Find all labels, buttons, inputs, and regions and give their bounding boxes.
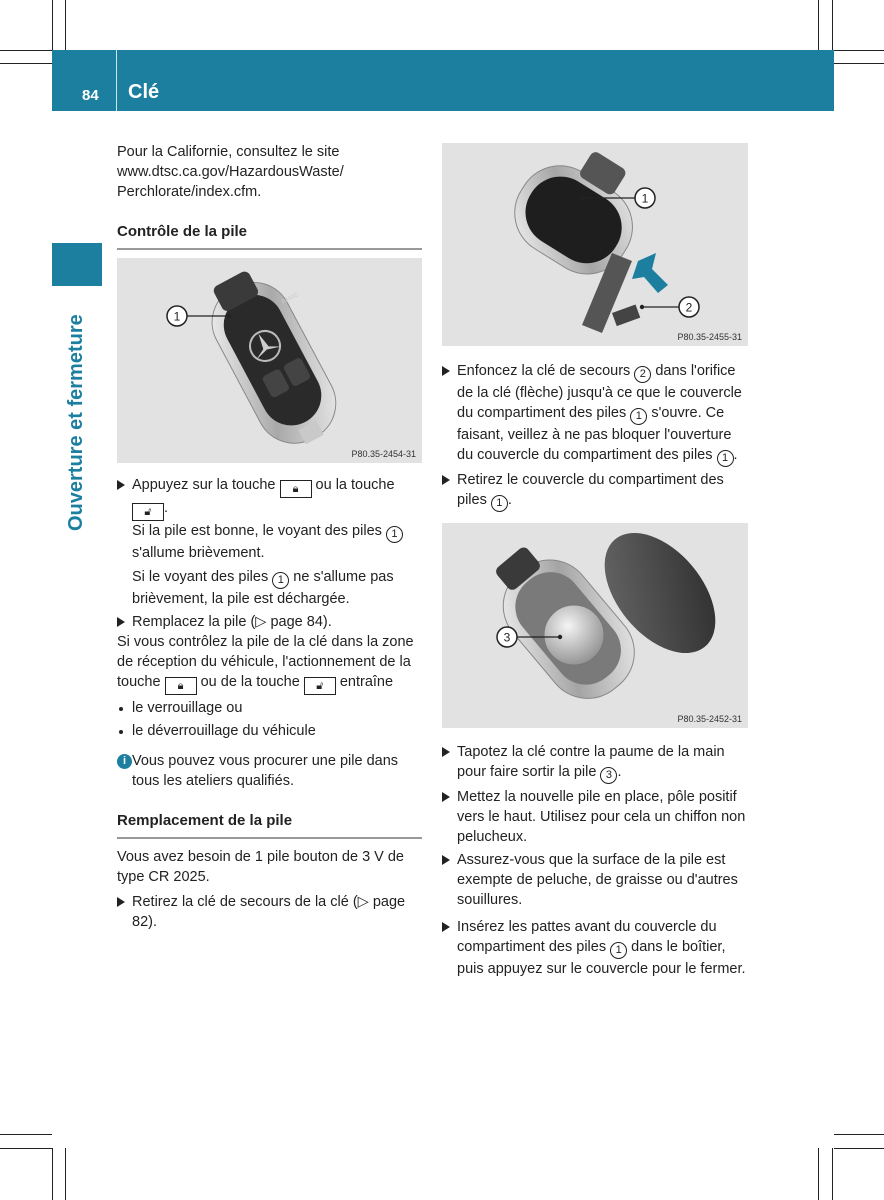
info-note: i Vous pouvez vous procurer une pile dans tous les ateliers qualifiés. (117, 751, 422, 791)
battery-paragraph: Vous avez besoin de 1 pile bouton de 3 V de type CR 2025. (117, 849, 404, 885)
crop-mark (0, 63, 52, 64)
callout-3-label: 3 (503, 630, 511, 645)
key-front-illustration (117, 258, 422, 463)
section-label: Ouverture et fermeture (65, 314, 87, 531)
callout-2-label: 2 (685, 300, 693, 315)
figure-code: P80.35-2455-31 (677, 332, 742, 342)
result-ok-text: Si la pile est bonne, le voyant des piles 1 s'allume brièvement. (132, 521, 422, 563)
figure-key-insert (442, 143, 748, 346)
crop-mark (832, 0, 833, 50)
step-insert-key: Enfoncez la clé de secours 2 dans l'orifice de la clé (flèche) jusqu'à ce que le couvercle du compartiment des piles 1 s'ouvre. Ce faisant, veillez à ne pas bloquer l'ouverture du couvercle du compartiment des piles 1 . (442, 361, 748, 467)
crop-mark (52, 1148, 53, 1200)
battery-cell (544, 605, 604, 665)
arrow-bullet-icon (117, 617, 125, 627)
crop-mark (0, 50, 52, 51)
arrow-bullet-icon (117, 480, 125, 490)
key-insert-illustration (442, 143, 748, 346)
unlock-icon: 🔓︎ (132, 503, 164, 521)
arrow-bullet-icon (442, 475, 450, 485)
page-header (52, 50, 834, 111)
lock-icon: 🔒︎ (165, 677, 197, 695)
list-item: le verrouillage ou (117, 698, 422, 718)
crop-mark (832, 1148, 833, 1200)
callout-1-inline: 1 (491, 495, 508, 512)
panic-label: PANIC (281, 292, 300, 306)
callout-1-inline: 1 (610, 942, 627, 959)
crop-mark (0, 1134, 52, 1135)
crop-mark (834, 1148, 884, 1149)
arrow-bullet-icon (442, 792, 450, 802)
step-refit-cover: Insérez les pattes avant du couvercle du compartiment des piles 1 dans le boîtier, puis appuyez sur le couvercle pour le fermer. (442, 917, 748, 979)
step-text: Remplacez la pile (▷ page 84). (132, 614, 332, 630)
info-icon: i (117, 754, 132, 769)
crop-mark (65, 1148, 66, 1200)
check-paragraph: Si vous contrôlez la pile de la clé dans la zone de réception du véhicule, l'actionnement de la touche 🔒︎ ou de la touche 🔓︎ entraîne (117, 632, 422, 695)
header-divider (116, 50, 117, 111)
arrow-bullet-icon (442, 366, 450, 376)
step-replace-battery (117, 612, 422, 632)
left-column (117, 142, 422, 932)
crop-mark (818, 0, 819, 50)
callout-1-label: 1 (173, 309, 181, 324)
callout-1-label: 1 (641, 191, 649, 206)
insert-arrow-icon (632, 253, 668, 293)
figure-code: P80.35-2452-31 (677, 714, 742, 724)
callout-1-inline: 1 (386, 526, 403, 543)
callout-1-inline: 1 (630, 408, 647, 425)
page-number: 84 (82, 87, 99, 104)
figure-code: P80.35-2454-31 (351, 449, 416, 459)
section-heading-check: Contrôle de la pile (117, 222, 422, 250)
arrow-bullet-icon (442, 747, 450, 757)
crop-mark (0, 1148, 52, 1149)
step-tap-key: Tapotez la clé contre la paume de la main pour faire sortir la pile 3 . (442, 742, 748, 784)
bullet-dot (119, 730, 123, 734)
step-text: . (164, 500, 169, 516)
bullet-dot (119, 707, 123, 711)
step-text: Appuyez sur la touche (132, 477, 276, 493)
callout-1-inline: 1 (717, 450, 734, 467)
arrow-bullet-icon (442, 855, 450, 865)
arrow-bullet-icon (117, 897, 125, 907)
unlock-icon: 🔓︎ (304, 677, 336, 695)
callout-1-inline: 1 (272, 572, 289, 589)
step-remove-key (117, 892, 422, 932)
figure-key-open (442, 523, 748, 728)
crop-mark (834, 50, 884, 51)
lock-icon: 🔒︎ (280, 480, 312, 498)
section-heading-replace: Remplacement de la pile (117, 811, 422, 839)
key-open-illustration (442, 523, 748, 728)
step-text: Retirez la clé de secours de la clé (▷ page 82). (132, 894, 406, 930)
intro-text: Pour la Californie, consultez le site www.dtsc.ca.gov/HazardousWaste/ Perchlorate/index.cfm. (117, 144, 344, 200)
section-tab (52, 243, 102, 286)
callout-2-inline: 2 (634, 366, 651, 383)
callout-3-inline: 3 (600, 767, 617, 784)
crop-mark (818, 1148, 819, 1200)
crop-mark (834, 1134, 884, 1135)
result-bad-text: Si le voyant des piles 1 ne s'allume pas brièvement, la pile est déchargée. (132, 569, 394, 607)
step-check-clean: Assurez-vous que la surface de la pile est exempte de peluche, de graisse ou d'autres souillures. (442, 850, 748, 910)
step-insert-new-battery: Mettez la nouvelle pile en place, pôle positif vers le haut. Utilisez pour cela un chiffon non pelucheux. (442, 787, 748, 847)
figure-key-front (117, 258, 422, 463)
step-press-button (117, 475, 422, 609)
crop-mark (52, 0, 53, 50)
list-item: le déverrouillage du véhicule (117, 721, 422, 741)
arrow-bullet-icon (442, 922, 450, 932)
page-title: Clé (128, 81, 160, 103)
crop-mark (834, 63, 884, 64)
step-remove-cover: Retirez le couvercle du compartiment des piles 1 . (442, 470, 748, 512)
step-text: ou la touche (315, 477, 395, 493)
right-column (442, 143, 748, 979)
crop-mark (65, 0, 66, 50)
